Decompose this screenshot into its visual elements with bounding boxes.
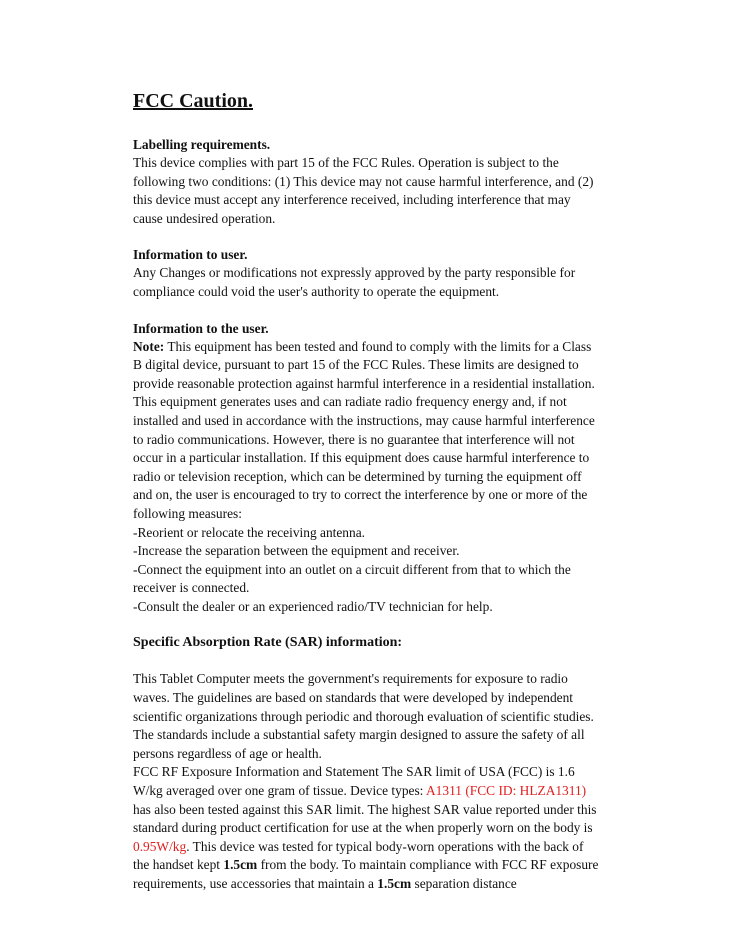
document-page — [133, 88, 603, 894]
page-title: FCC Caution. — [133, 90, 254, 112]
measure-item: -Increase the separation between the equipment and receiver. — [133, 543, 460, 559]
device-type: A1311 — [426, 783, 462, 799]
measure-item: -Reorient or relocate the receiving antenna. — [133, 524, 365, 540]
labelling-heading: Labelling requirements. — [133, 137, 271, 152]
labelling-body: This device complies with part 15 of the FCC Rules. Operation is subject to the following two conditions: (1) This device may not cause harmful interference, and (2) this device must accept any interference received, including interference that may cause undesired operation. — [133, 155, 594, 226]
note-paragraph — [133, 338, 603, 524]
labelling-section — [133, 136, 603, 228]
sar-heading: Specific Absorption Rate (SAR) information: — [133, 635, 403, 651]
sar-text-c: . This device was tested for typical body-worn operations with the back of the handset kept — [133, 838, 584, 873]
sar-paragraph-1: This Tablet Computer meets the government's requirements for exposure to radio waves. The guidelines are based on standards that were developed by independent scientific organizations through periodic and thorough evaluation of scientific studies. The standards include a substantial safety margin designed to assure the safety of all persons regardless of age or health. — [133, 671, 594, 761]
sar-section — [133, 634, 603, 893]
info-user-body: Any Changes or modifications not expressly approved by the party responsible for compliance could void the user's authority to operate the equipment. — [133, 265, 576, 299]
fcc-id: (FCC ID: HLZA1311) — [465, 783, 587, 799]
sar-text-e: separation distance — [411, 876, 517, 891]
note-label: Note: — [133, 338, 165, 354]
distance-1: 1.5cm — [223, 857, 258, 873]
info-user-heading: Information to user. — [133, 247, 248, 263]
measure-item: -Connect the equipment into an outlet on a circuit different from that to which the receiver is connected. — [133, 561, 571, 596]
info-the-user-section — [133, 320, 603, 617]
info-user-section — [133, 246, 603, 301]
distance-2: 1.5cm — [377, 876, 412, 891]
note-body: This equipment has been tested and found to comply with the limits for a Class B digital device, pursuant to part 15 of the FCC Rules. These limits are designed to provide reasonable protection against harmful interference in a residential installation. This equipment generates uses and can radiate radio frequency energy and, if not installed and used in accordance with the instructions, may cause harmful interference to radio communications. However, there is no guarantee that interference will not occur in a particular installation. If this equipment does cause harmful interference to radio or television reception, which can be determined by turning the equipment off and on, the user is encouraged to try to correct the interference by one or more of the following measures: — [133, 338, 595, 521]
sar-text-d: from the body. To maintain compliance with FCC RF exposure requirements, use accessories that maintain a — [133, 857, 599, 891]
sar-text-b: has also been tested against this SAR limit. The highest SAR value reported under this standard during product certification for use at the when properly worn on the body is — [133, 801, 597, 836]
info-the-user-heading: Information to the user. — [133, 320, 269, 336]
sar-value: 0.95W/kg — [133, 838, 187, 854]
sar-text-a: FCC RF Exposure Information and Statement The SAR limit of USA (FCC) is 1.6 W/kg averaged over one gram of tissue. Device types: — [133, 764, 575, 799]
measure-item: -Consult the dealer or an experienced radio/TV technician for help. — [133, 598, 493, 614]
sar-paragraph-2 — [133, 763, 603, 893]
